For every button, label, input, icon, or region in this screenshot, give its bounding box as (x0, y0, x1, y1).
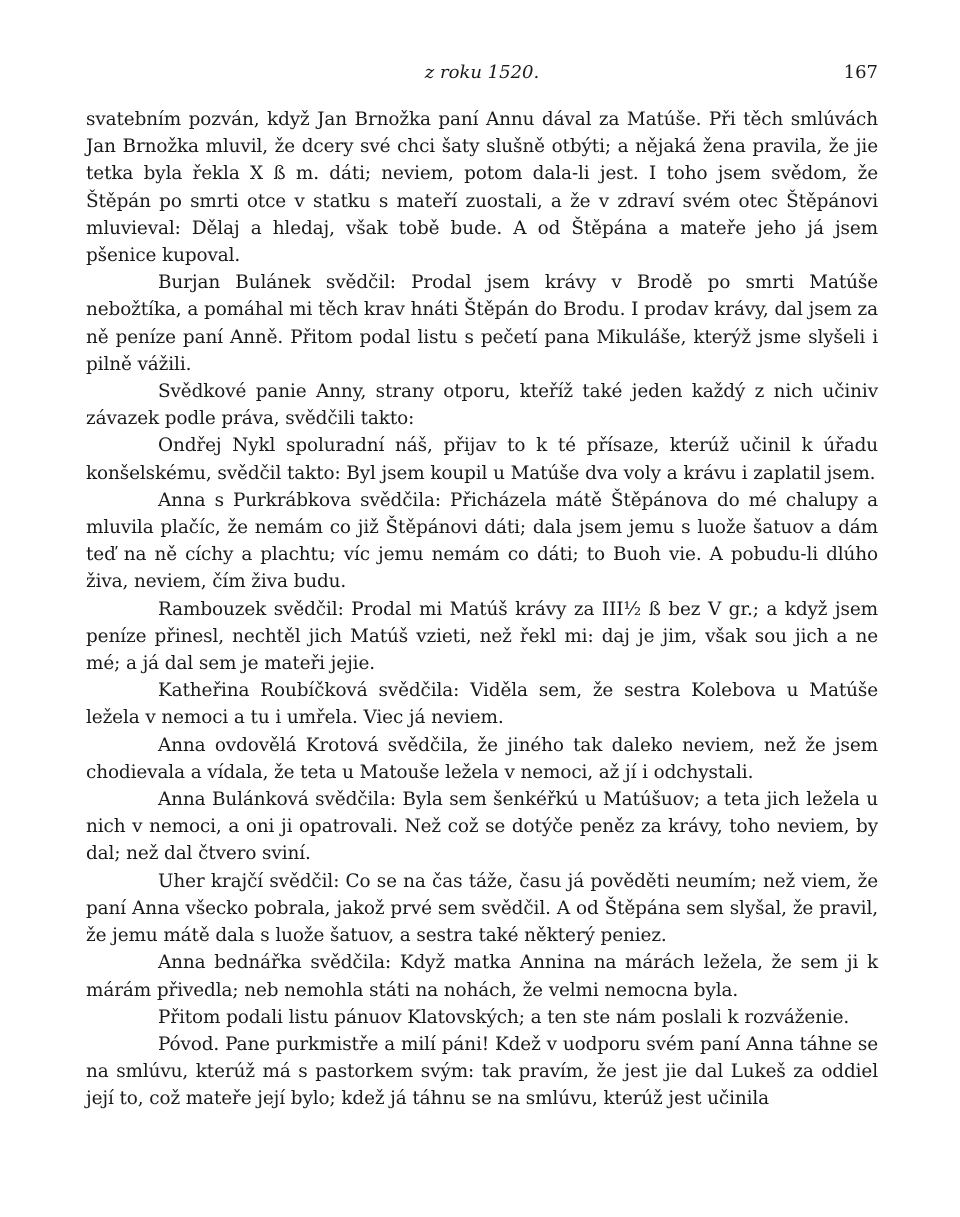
paragraph-witnesses-intro: Svědkové panie Anny, strany otporu, kteříž také jeden každý z nich učiniv závazek podle práva, svědčili takto: (86, 381, 878, 430)
paragraph-testimony-roubickova: Katheřina Roubíčková svědčila: Viděla sem, že sestra Kolebova u Matúše ležela v nemoci a tu i umřela. Viec já neviem. (86, 680, 878, 729)
paragraph-testimony-bulankova: Anna Bulánková svědčila: Byla sem šenkéřkú u Matúšuov; a teta jich ležela u nich v nemoci, a oni ji opatrovali. Než což se dotýče peněz za krávy, toho neviem, by dal; než dal čtvero sviní. (86, 789, 878, 865)
paragraph-testimony-rambouzek: Rambouzek svědčil: Prodal mi Matúš krávy za III½ ß bez V gr.; a když jsem peníze přinesl, nechtěl jich Matúš vzieti, než řekl mi: daj je jim, však sou jich a ne mé; a já dal sem je mateři jejie. (86, 598, 878, 675)
paragraph-testimony-uher: Uher krajčí svědčil: Co se na čas táže, času já pověděti neumím; než viem, že paní Anna všecko pobrala, jakož prvé sem svědčil. A od Štěpána sem slyšal, že pravil, že jemu mátě dala s luože šatuov, a sestra také některý peniez. (86, 870, 878, 947)
paragraph-continued: svatebním pozván, když Jan Brnožka paní Annu dával za Matúše. Při těch smlúvách Jan Brnožka mluvil, že dcery své chci šaty slušně otbýti; a nějaká žena pravila, že jie tetka byla řekla X ß m. dáti; neviem, potom dala-li jest. I toho jsem svědom, že Štěpán po smrti otce v statku s mateří zuostali, a že v zdraví svém otec Štěpánovi mluvieval: Dělaj a hledaj, však tobě bude. A od Štěpána a mateře jeho já jsem pšenice kupoval. (86, 109, 878, 267)
running-title: z roku 1520. (424, 62, 540, 83)
paragraph-klatovy-letter: Přitom podali listu pánuov Klatovských; a ten ste nám poslali k rozváženie. (158, 1006, 850, 1028)
paragraph-testimony-bednarka: Anna bednářka svědčila: Když matka Annina na márách ležela, že sem ji k márám přivedla; neb nemohla státi na nohách, že velmi nemocna byla. (86, 952, 878, 1001)
paragraph-testimony-nykl: Ondřej Nykl spoluradní náš, přijav to k té přísaze, kterúž učinil k úřadu konšelskému, svědčil takto: Byl jsem koupil u Matúše dva voly a krávu i zaplatil jsem. (86, 435, 878, 484)
paragraph-testimony-purkrabkova: Anna s Purkrábkova svědčila: Přicházela mátě Štěpánova do mé chalupy a mluvila plačíc, že nemám co již Štěpánovi dáti; dala jsem jemu s luože šatuov a dám teď na ně cíchy a plachtu; víc jemu nemám co dáti; to Buoh vie. A pobudu-li dlúho živa, neviem, čím živa budu. (86, 489, 878, 593)
running-header (86, 62, 878, 88)
paragraph-testimony-bulanek: Burjan Bulánek svědčil: Prodal jsem krávy v Brodě po smrti Matúše nebožtíka, a pomáhal mi těch krav hnáti Štěpán do Brodu. I prodav krávy, dal jsem za ně peníze paní Anně. Přitom podal listu s pečetí pana Mikuláše, kterýž jsme slyšeli i pilně vážili. (86, 272, 878, 375)
body-text (86, 106, 878, 1113)
paragraph-povod: Póvod. Pane purkmistře a milí páni! Kdež v uodporu svém paní Anna táhne se na smlúvu, kterúž má s pastorkem svým: tak pravím, že jest jie dal Lukeš za oddiel její to, což mateře její bylo; kdež já táhnu se na smlúvu, kterúž jest učinila (86, 1033, 878, 1110)
paragraph-testimony-krotova: Anna ovdovělá Krotová svědčila, že jiného tak daleko neviem, než že jsem chodievala a vídala, že teta u Matouše ležela v nemoci, až jí i odchystali. (86, 734, 878, 783)
page-number: 167 (843, 62, 878, 83)
